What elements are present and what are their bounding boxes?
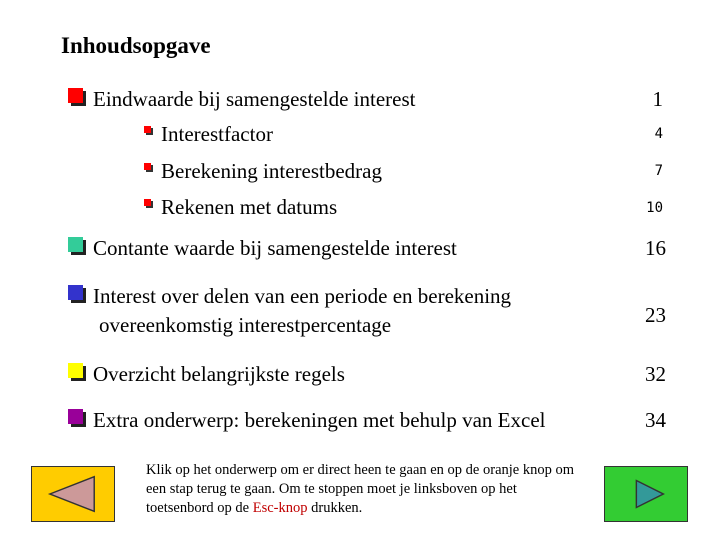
- esc-key-label: Esc-knop: [252, 500, 308, 516]
- help-text: [146, 461, 576, 518]
- toc-subpage-number[interactable]: 7: [654, 163, 663, 179]
- toc-item-eindwaarde[interactable]: Eindwaarde bij samengestelde interest: [93, 87, 416, 111]
- toc-item-contante-waarde[interactable]: Contante waarde bij samengestelde interest: [93, 236, 457, 260]
- bullet-purple-icon: [68, 409, 83, 424]
- sub-bullet-icon: [144, 199, 151, 206]
- toc-subpage-number[interactable]: 10: [646, 200, 663, 216]
- toc-page-number[interactable]: 23: [645, 303, 666, 327]
- toc-page-number[interactable]: 16: [645, 236, 666, 260]
- bullet-yellow-icon: [68, 363, 83, 378]
- forward-button[interactable]: [604, 466, 688, 522]
- page-title: Inhoudsopgave: [61, 33, 211, 58]
- bullet-blue-icon: [68, 285, 83, 300]
- bullet-teal-icon: [68, 237, 83, 252]
- toc-subitem-interestbedrag[interactable]: Berekening interestbedrag: [161, 159, 382, 183]
- toc-item-interest-delen-line2[interactable]: overeenkomstig interestpercentage: [99, 313, 392, 337]
- triangle-left-icon: [32, 467, 114, 521]
- toc-item-excel[interactable]: Extra onderwerp: berekeningen met behulp van Excel: [93, 408, 546, 432]
- toc-page-number[interactable]: 1: [652, 87, 663, 111]
- back-button[interactable]: [31, 466, 115, 522]
- toc-item-interest-delen[interactable]: Interest over delen van een periode en berekening: [93, 284, 512, 308]
- toc-subitem-datums[interactable]: Rekenen met datums: [161, 195, 338, 219]
- toc-page-number[interactable]: 32: [645, 362, 666, 386]
- sub-bullet-icon: [144, 163, 151, 170]
- sub-bullet-icon: [144, 126, 151, 133]
- toc-item-overzicht[interactable]: Overzicht belangrijkste regels: [93, 362, 345, 386]
- toc-page-number[interactable]: 34: [645, 408, 666, 432]
- bullet-red-icon: [68, 88, 83, 103]
- triangle-right-icon: [605, 467, 687, 521]
- toc-subpage-number[interactable]: 4: [654, 126, 663, 142]
- toc-subitem-interestfactor[interactable]: Interestfactor: [161, 122, 273, 146]
- help-text-part1: Klik op het onderwerp om er direct heen te gaan en op de oranje knop om een stap terug te gaan. Om te stoppen moet je linksboven op het toetsenbord op de: [146, 462, 575, 516]
- help-text-part2: drukken.: [307, 500, 363, 516]
